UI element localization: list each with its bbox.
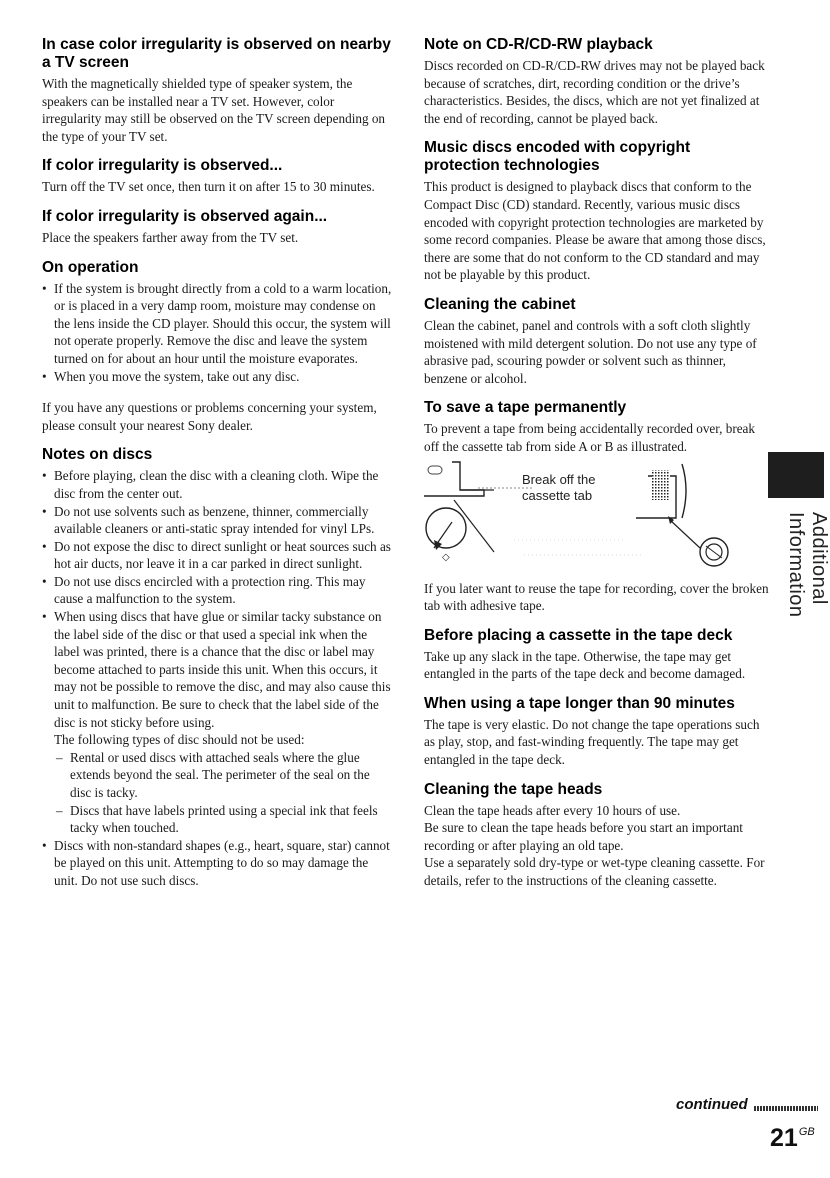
section-heading: On operation [42, 258, 139, 276]
side-tab-label: Additional Information [785, 512, 830, 618]
section-heading: Music discs encoded with copyright protection technologies [424, 139, 691, 175]
page-number [770, 1124, 815, 1153]
list-item-text: When using discs that have glue or similar tacky substance on the label side of the disc or that used a special ink when the label was printed, there is a chance that the disc or label may become attached to parts inside this unit. When this occurs, it may not be possible to remove the disc, and may also cause this unit to malfunction. Be sure to check that the label side of the disc is not sticky before using. [54, 609, 391, 730]
paragraph: To prevent a tape from being accidentally recorded over, break off the cassette tab from side A or B as illustrated. [424, 421, 756, 454]
list-item: • Before playing, clean the disc with a cleaning cloth. Wipe the disc from the center out. [42, 467, 394, 502]
section-heading: If color irregularity is observed again... [42, 207, 328, 225]
section-if-observed-again [42, 208, 394, 247]
section-side-tab [766, 452, 830, 692]
continued-label: continued [676, 1096, 748, 1113]
continued-rule [754, 1106, 818, 1111]
svg-text:◇: ◇ [442, 551, 450, 563]
section-heading: If color irregularity is observed... [42, 157, 283, 175]
page-number-suffix: GB [798, 1126, 815, 1138]
right-column [424, 36, 769, 902]
paragraph: If you have any questions or problems concerning your system, please consult your nearest Sony dealer. [42, 400, 377, 433]
cassette-illustration-icon [424, 460, 769, 570]
section-notes-on-discs [42, 446, 394, 889]
paragraph: Discs recorded on CD-R/CD-RW drives may not be played back because of scratches, dirt, recording condition or the drive’s characteristics. Besides, the discs, which are not yet finalized at the end of recording, cannot be played back. [424, 58, 765, 126]
list-item-glue [42, 608, 394, 837]
paragraph: Use a separately sold dry-type or wet-type cleaning cassette. For details, refer to the instructions of the cleaning cassette. [424, 855, 765, 889]
section-heading: When using a tape longer than 90 minutes [424, 694, 735, 712]
list-item: • When you move the system, take out any disc. [42, 368, 394, 386]
paragraph: Clean the cabinet, panel and controls with a soft cloth slightly moistened with mild detergent solution. Do not use any type of abrasive pad, scouring powder or solvent such as thinner, benzene or alcohol. [424, 317, 757, 386]
list-item: • If the system is brought directly from a cold to a warm location, or is placed in a very damp room, moisture may condense on the lens inside the CD player. Should this occur, the system will not operate properly. Remove the disc and leave the system turned on for about an hour until the moisture evaporates. [42, 280, 394, 368]
list-item: • Do not use solvents such as benzene, thinner, commercially available cleaners or anti-static spray intended for vinyl LPs. [42, 503, 394, 538]
section-cdr-playback [424, 36, 769, 127]
section-heading: Notes on discs [42, 446, 153, 464]
list-item: • Do not use discs encircled with a protection ring. This may cause a malfunction to the system. [42, 573, 394, 608]
section-color-irregularity [42, 36, 394, 145]
paragraph: Turn off the TV set once, then turn it on after 15 to 30 minutes. [42, 179, 375, 195]
cassette-tab-illustration [424, 460, 769, 570]
section-heading: Before placing a cassette in the tape deck [424, 626, 733, 644]
dash-item: – Discs that have labels printed using a special ink that feels tacky when touched. [54, 802, 394, 837]
paragraph: With the magnetically shielded type of speaker system, the speakers can be installed near a TV set. However, color irregularity may still be observed on the TV screen depending on the type of your TV set. [42, 76, 386, 144]
paragraph: Clean the tape heads after every 10 hours of use. [424, 802, 681, 818]
section-long-tape [424, 695, 769, 769]
paragraph: Be sure to clean the tape heads before you start an important recording or after playing an old tape. [424, 820, 743, 853]
following-types-text: The following types of disc should not be used: [54, 732, 305, 748]
side-tab-marker [768, 452, 824, 498]
left-column [42, 36, 394, 902]
page-number-value: 21 [770, 1124, 798, 1152]
list-item: • Do not expose the disc to direct sunlight or heat sources such as hot air ducts, nor leave it in a car parked in direct sunlight. [42, 538, 394, 573]
section-heading: To save a tape permanently [424, 399, 627, 417]
paragraph: Place the speakers farther away from the TV set. [42, 229, 299, 245]
dash-item: – Rental or used discs with attached seals where the glue extends beyond the seal. The perimeter of the seal on the disc is tacky. [54, 749, 394, 802]
section-heading: In case color irregularity is observed on nearby a TV screen [42, 36, 391, 71]
section-heading: Cleaning the tape heads [424, 780, 603, 798]
figure-label: cassette tab [522, 487, 593, 503]
section-save-tape [424, 399, 769, 614]
section-heading: Note on CD-R/CD-RW playback [424, 36, 653, 53]
section-on-operation [42, 259, 394, 435]
paragraph: The tape is very elastic. Do not change the tape operations such as play, stop, and fast-winding frequently. The tape may get entangled in the tape deck. [424, 716, 760, 768]
bullet-list [42, 280, 394, 386]
figure-label: Break off the [522, 471, 596, 487]
paragraph: If you later want to reuse the tape for recording, cover the broken tab with adhesive tape. [424, 580, 769, 614]
section-heading: Cleaning the cabinet [424, 295, 576, 313]
dash-list [54, 749, 394, 837]
section-before-placing-cassette [424, 627, 769, 683]
section-cleaning-cabinet [424, 296, 769, 387]
section-if-observed [42, 157, 394, 196]
paragraph: Take up any slack in the tape. Otherwise, the tape may get entangled in the parts of the tape deck and become damaged. [424, 648, 746, 682]
section-cleaning-heads [424, 781, 769, 890]
bullet-list [42, 467, 394, 889]
list-item: • Discs with non-standard shapes (e.g., heart, square, star) cannot be played on this unit. Attempting to do so may damage the unit. Do not use such discs. [42, 837, 394, 890]
section-copyright-discs [424, 139, 769, 284]
paragraph: This product is designed to playback discs that conform to the Compact Disc (CD) standard. Recently, various music discs encoded with copyright protection technologies are marketed by some record companies. Please be aware that among those discs, there are some that do not conform to the CD standard and may not be playable by this product. [424, 179, 766, 283]
